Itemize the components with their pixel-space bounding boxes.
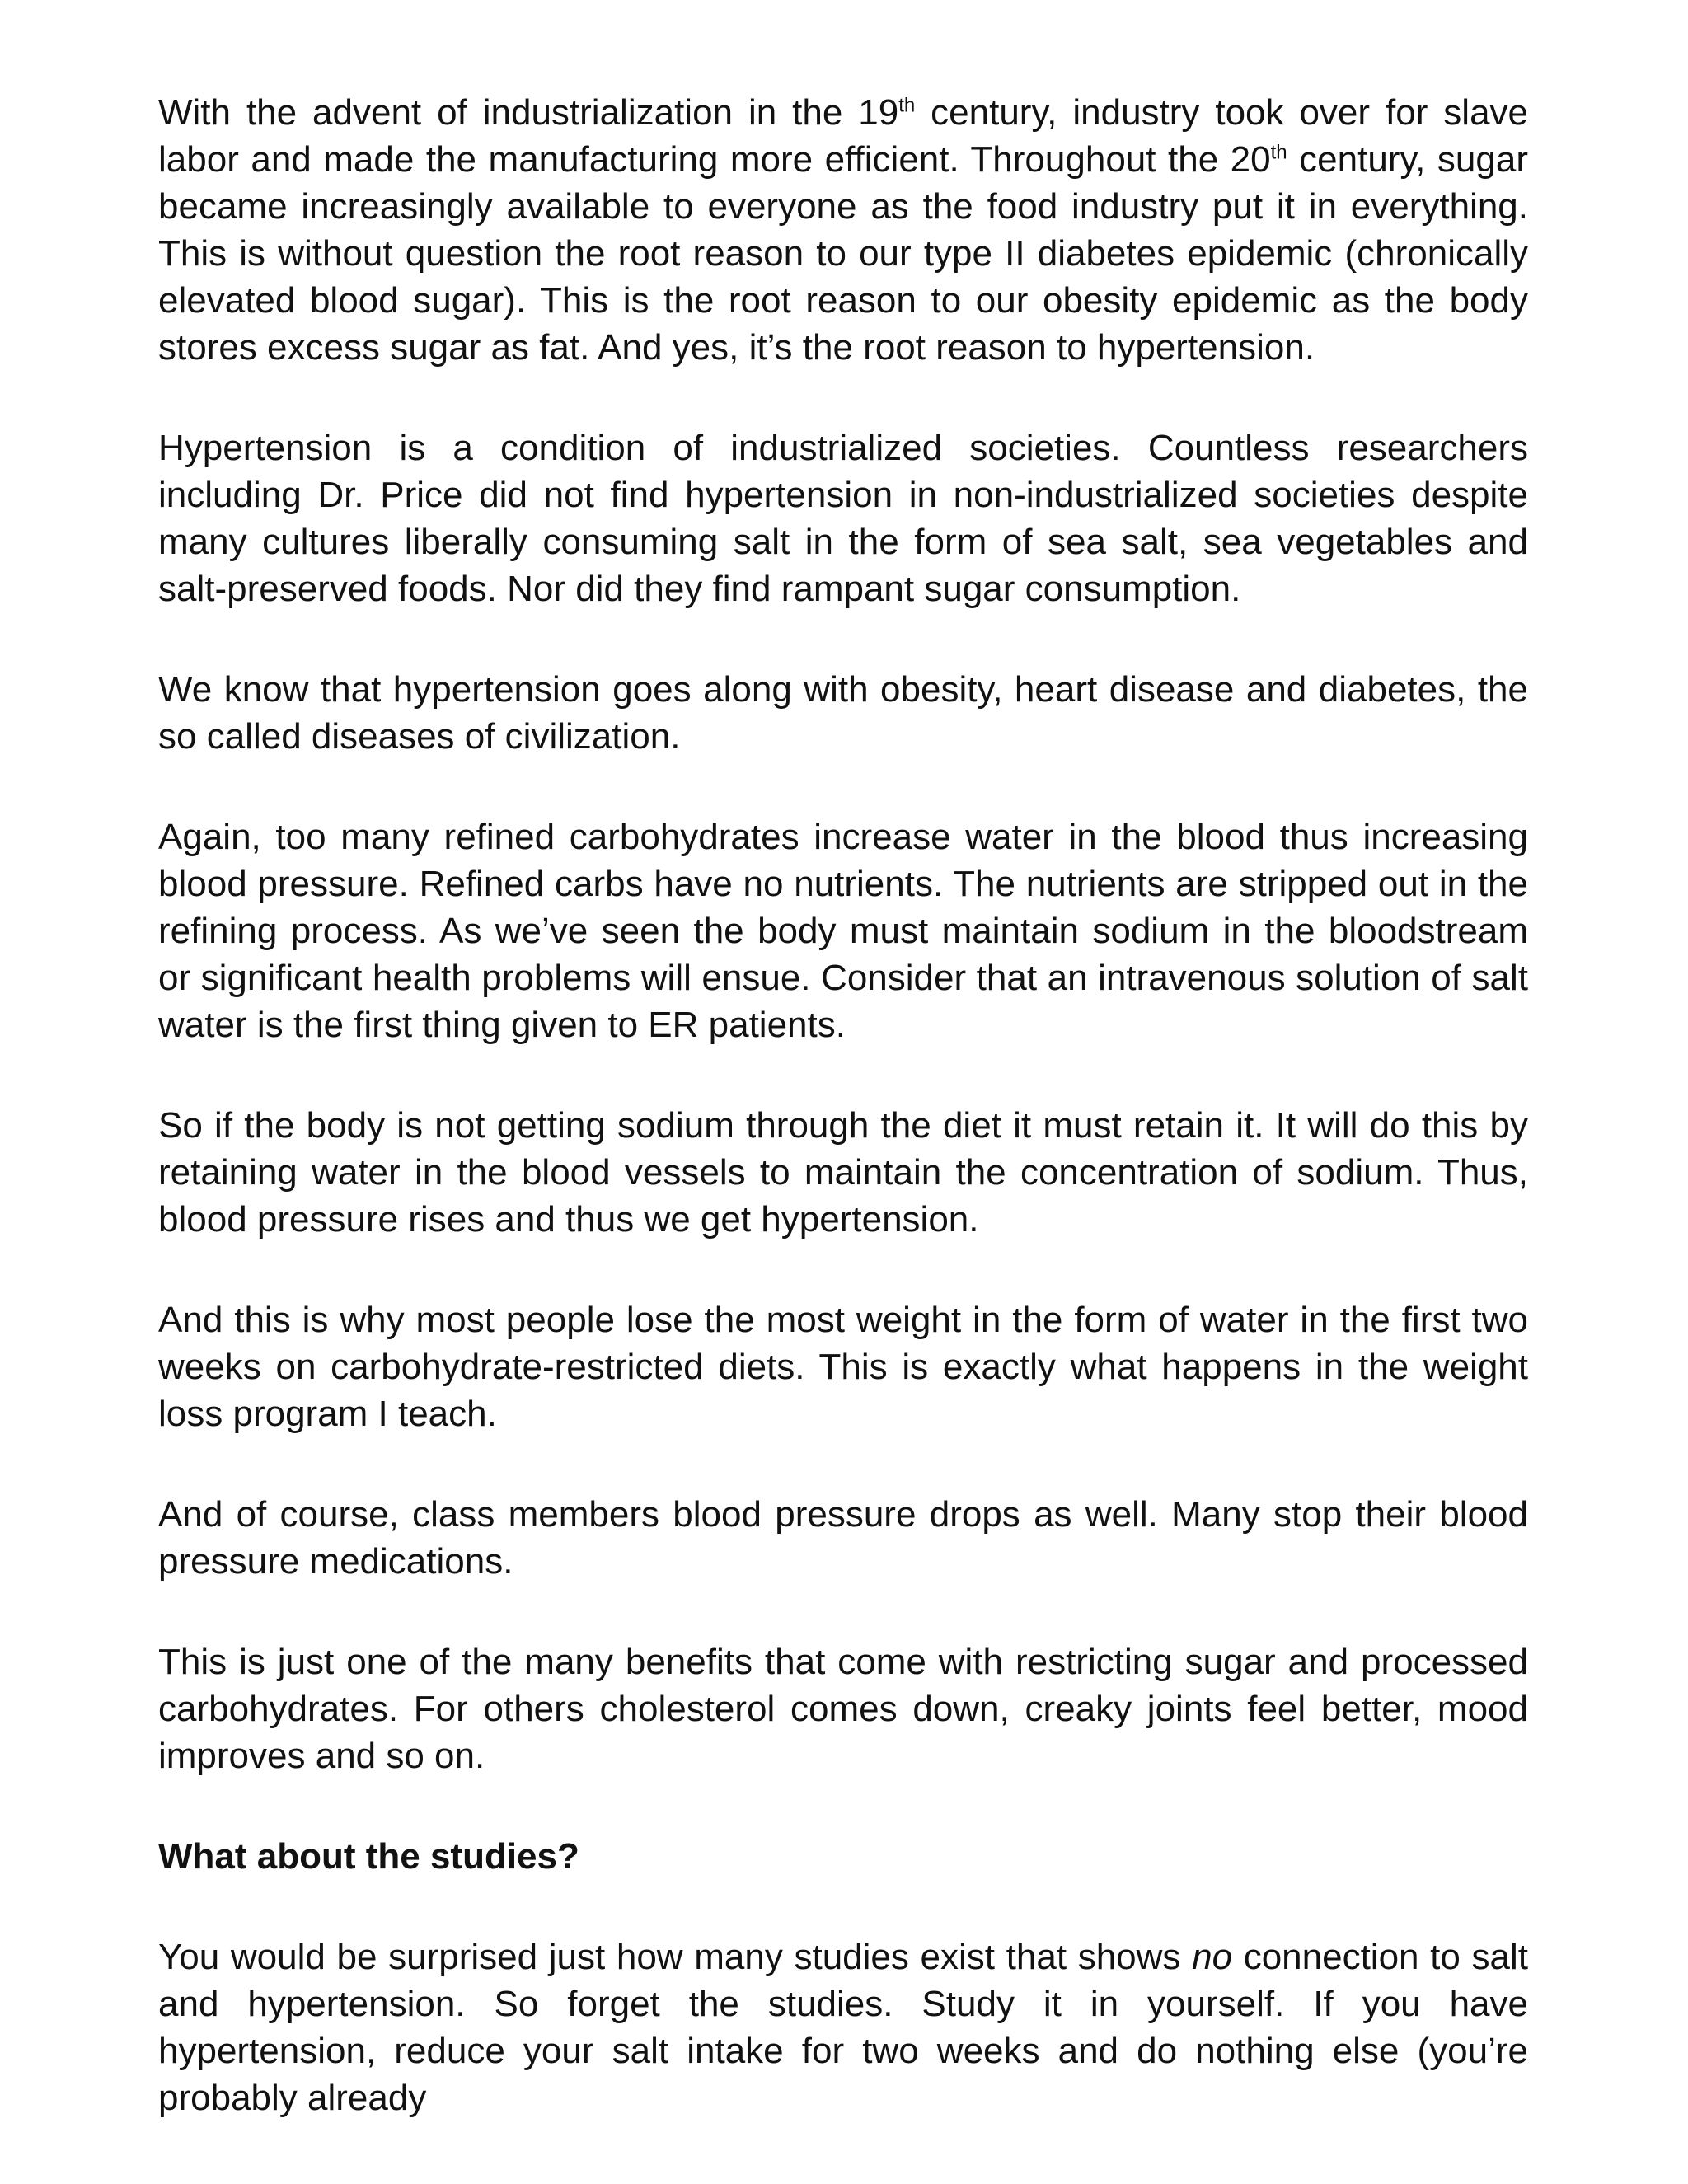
paragraph-text: connection to salt and hypertension. So forget the studies. Study it in yourself. If you have hypertension, reduce your salt intake for two weeks and do nothing else (you’re probably already — [158, 1937, 1528, 2118]
paragraph-text: century, industry took over for slave labor and made the manufacturing more efficient. Throughout the 20 — [158, 92, 1529, 180]
paragraph-text: With the advent of industrialization in the 19 — [158, 92, 899, 133]
paragraph-sodium-retention: So if the body is not getting sodium through the diet it must retain it. It will do this by retaining water in the blood vessels to maintain the concentration of sodium. Thus, blood pressure rises and thus we get hypertension. — [158, 1105, 1528, 1240]
paragraph-industrialization — [158, 89, 1528, 371]
superscript-ordinal: th — [898, 94, 916, 117]
section-heading: What about the studies? — [158, 1836, 579, 1877]
emphasis-text: no — [1192, 1937, 1233, 1977]
document-page — [158, 89, 1528, 2175]
paragraph-studies — [158, 1933, 1528, 2121]
paragraph-water-weight: And this is why most people lose the most weight in the form of water in the first two weeks on carbohydrate-restricted diets. This is exactly what happens in the weight loss program I teach. — [158, 1300, 1528, 1434]
paragraph-industrialized-societies: Hypertension is a condition of industrialized societies. Countless researchers including Dr. Price did not find hypertension in non-industrialized societies despite many cultures liberally consuming salt in the form of sea salt, sea vegetables and salt-preserved foods. Nor did they find rampant sugar consumption. — [158, 428, 1528, 609]
paragraph-text: You would be surprised just how many studies exist that shows — [158, 1937, 1193, 1977]
paragraph-blood-pressure-drops: And of course, class members blood pressure drops as well. Many stop their blood pressure medications. — [158, 1494, 1528, 1582]
paragraph-diseases-of-civilization: We know that hypertension goes along with obesity, heart disease and diabetes, the so called diseases of civilization. — [158, 669, 1528, 757]
paragraph-benefits: This is just one of the many benefits that come with restricting sugar and processed carbohydrates. For others cholesterol comes down, creaky joints feel better, mood improves and so on. — [158, 1642, 1528, 1776]
paragraph-refined-carbohydrates: Again, too many refined carbohydrates increase water in the blood thus increasing blood pressure. Refined carbs have no nutrients. The nutrients are stripped out in the refining process. As we’ve seen the body must maintain sodium in the bloodstream or significant health problems will ensue. Consider that an intravenous solution of salt water is the first thing given to ER patients. — [158, 817, 1528, 1045]
paragraph-text: century, sugar became increasingly available to everyone as the food industry put it in everything. This is without question the root reason to our type II diabetes epidemic (chronically elevated blood sugar). This is the root reason to our obesity epidemic as the body stores excess sugar as fat. And yes, it’s the root reason to hypertension. — [158, 139, 1528, 368]
superscript-ordinal: th — [1270, 141, 1287, 164]
